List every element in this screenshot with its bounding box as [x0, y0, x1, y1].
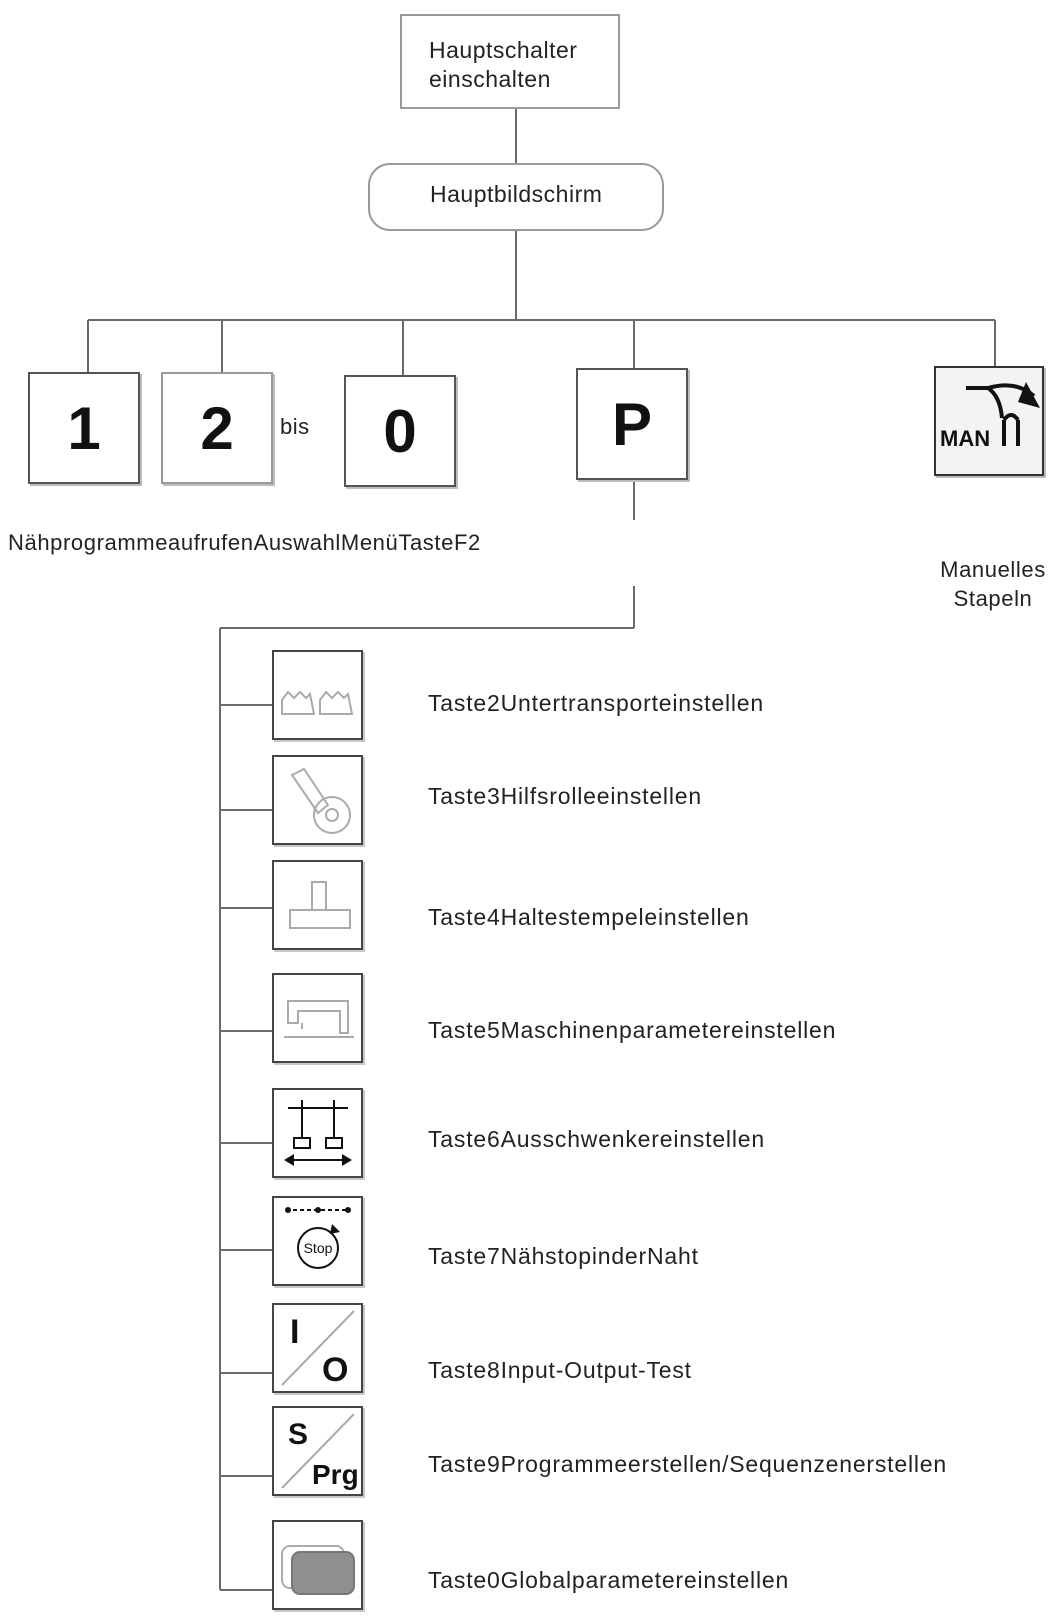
submenu-label-key-9: Taste9Programmeerstellen/Sequenzenerstellen	[428, 1451, 947, 1477]
manual-stacking-key[interactable]	[934, 366, 1044, 476]
key-p[interactable]	[576, 368, 688, 480]
submenu-key-5[interactable]	[272, 973, 363, 1063]
main-screen-box	[368, 163, 664, 231]
global-parameters-icon	[274, 1522, 361, 1608]
io-bottom-text: O	[322, 1351, 349, 1389]
stop-icon-text: Stop	[303, 1240, 333, 1256]
manual-stacking-icon	[936, 368, 1042, 474]
holding-stamp-icon	[274, 862, 361, 948]
auxiliary-roller-icon	[274, 757, 361, 843]
manual-caption-line2: Stapeln	[953, 586, 1033, 611]
submenu-label-key-2: Taste2Untertransporteinstellen	[428, 690, 764, 716]
key-1[interactable]	[28, 372, 140, 484]
key-2-label: 2	[200, 394, 234, 462]
key-p-label: P	[611, 390, 653, 458]
sp-bottom-text: Prg	[312, 1459, 359, 1490]
start-box	[400, 14, 620, 109]
submenu-key-7[interactable]	[272, 1196, 363, 1286]
swing-out-icon	[274, 1090, 361, 1176]
main-screen-label: Hauptbildschirm	[430, 181, 603, 207]
programs-caption: NähprogrammeaufrufenAuswahlMenüTasteF2	[8, 530, 481, 555]
submenu-label-key-4: Taste4Haltestempeleinstellen	[428, 904, 750, 930]
submenu-key-0[interactable]	[272, 1520, 363, 1610]
man-icon-text: MAN	[940, 426, 991, 451]
submenu-label-key-8: Taste8Input-Output-Test	[428, 1357, 692, 1383]
sp-top-text: S	[288, 1418, 309, 1451]
submenu-key-8[interactable]	[272, 1303, 363, 1393]
start-label-line1: Hauptschalter	[429, 37, 578, 63]
manual-caption-line1: Manuelles	[940, 557, 1046, 582]
submenu-key-3[interactable]	[272, 755, 363, 845]
range-word: bis	[280, 414, 310, 439]
submenu-label-key-7: Taste7NähstopinderNaht	[428, 1243, 699, 1269]
io-top-text: I	[290, 1313, 300, 1351]
feed-dog-icon	[274, 652, 361, 738]
sewing-machine-icon	[274, 975, 361, 1061]
start-label-line2: einschalten	[429, 66, 551, 92]
submenu-key-9[interactable]	[272, 1406, 363, 1496]
submenu-label-key-0: Taste0Globalparametereinstellen	[428, 1567, 790, 1593]
key-0-label: 0	[383, 397, 417, 465]
submenu-key-6[interactable]	[272, 1088, 363, 1178]
submenu-key-4[interactable]	[272, 860, 363, 950]
manual-stacking-caption	[918, 555, 1057, 613]
stop-in-seam-icon	[274, 1198, 361, 1284]
input-output-icon	[274, 1305, 361, 1391]
program-sequence-icon	[274, 1408, 361, 1494]
key-0[interactable]	[344, 375, 456, 487]
submenu-label-key-6: Taste6Ausschwenkereinstellen	[428, 1126, 765, 1152]
submenu-label-key-5: Taste5Maschinenparametereinstellen	[428, 1017, 837, 1043]
submenu-label-key-3: Taste3Hilfsrolleeinstellen	[428, 783, 702, 809]
key-1-label: 1	[67, 394, 101, 462]
submenu-key-2[interactable]	[272, 650, 363, 740]
key-2[interactable]	[161, 372, 273, 484]
